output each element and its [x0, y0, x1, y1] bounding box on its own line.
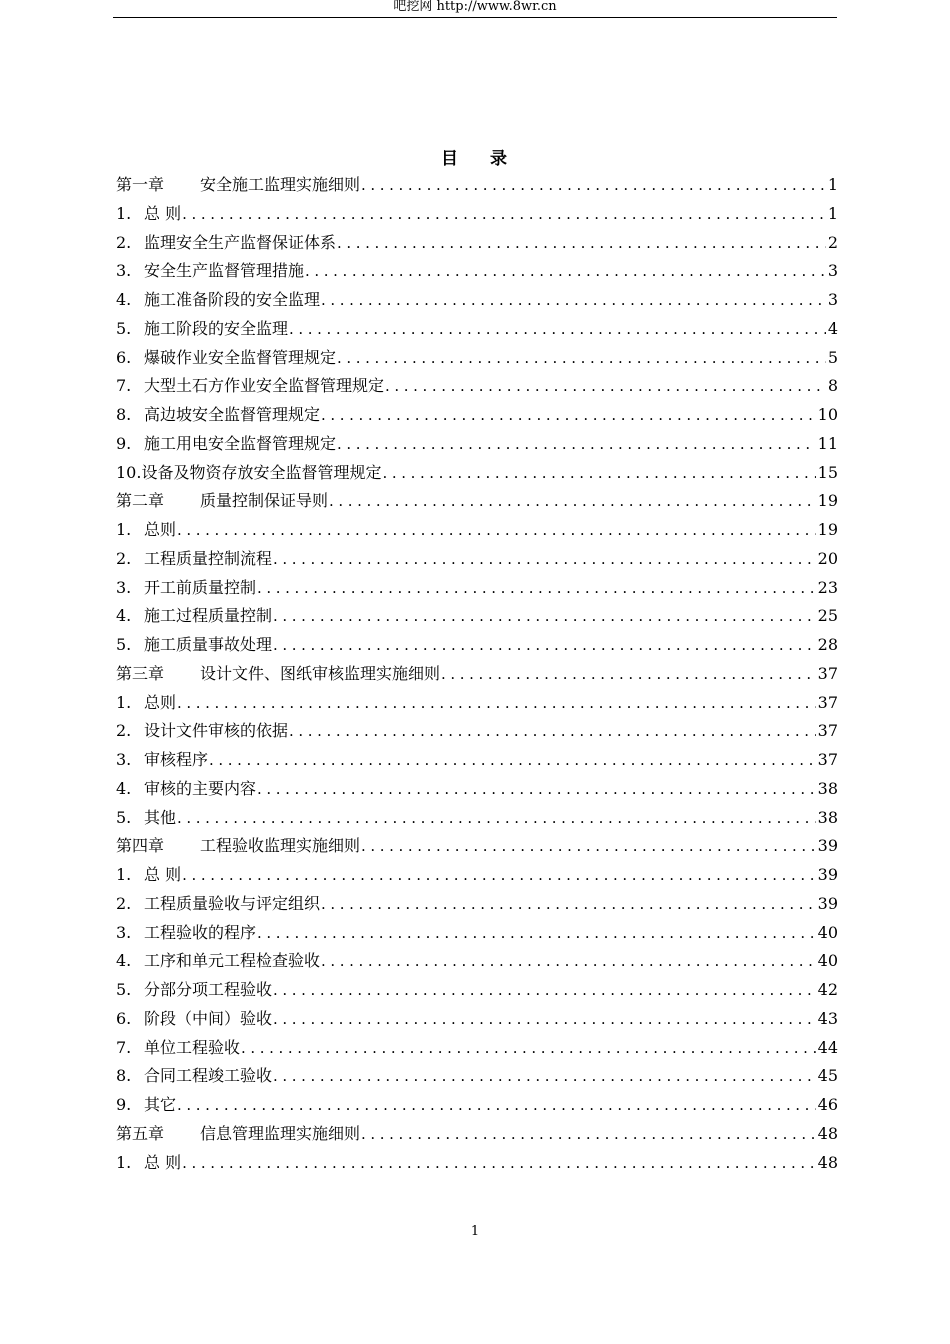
toc-section-entry[interactable] — [116, 1005, 838, 1034]
page-footer — [0, 1224, 950, 1239]
toc-dot-leader — [320, 401, 816, 430]
toc-entry-title: 工程验收监理实施细则 — [200, 836, 361, 856]
toc-entry-number: 2. — [116, 232, 132, 252]
toc-entry-number: 第四章 — [116, 836, 165, 856]
toc-chapter-entry[interactable] — [116, 171, 838, 200]
toc-section-entry[interactable] — [116, 689, 838, 718]
toc-entry-number: 3. — [116, 261, 132, 281]
toc-dot-leader — [320, 286, 826, 315]
toc-dot-leader — [336, 229, 826, 258]
toc-dot-leader — [336, 430, 816, 459]
toc-dot-leader — [181, 1149, 816, 1178]
toc-section-entry[interactable] — [116, 200, 838, 229]
page-header — [113, 0, 837, 18]
toc-entry-page: 44 — [817, 1037, 838, 1057]
toc-dot-leader — [272, 1005, 816, 1034]
toc-section-entry[interactable] — [116, 976, 838, 1005]
toc-dot-leader — [288, 315, 826, 344]
toc-entry-page: 3 — [827, 290, 838, 309]
toc-entry-page: 3 — [827, 261, 838, 281]
toc-entry-page: 39 — [817, 865, 838, 884]
toc-entry-title: 审核程序 — [144, 750, 209, 769]
toc-dot-leader — [208, 746, 816, 775]
toc-entry-number: 8. — [116, 405, 132, 424]
toc-dot-leader — [181, 861, 816, 890]
toc-entry-number: 5. — [116, 635, 132, 654]
toc-section-entry[interactable] — [116, 775, 838, 804]
toc-entry-title: 质量控制保证导则 — [200, 491, 329, 511]
toc-entry-page: 20 — [817, 548, 838, 568]
toc-dot-leader — [272, 631, 816, 660]
toc-dot-leader — [320, 890, 816, 919]
toc-entry-page: 11 — [817, 433, 838, 453]
toc-dot-leader — [256, 775, 816, 804]
toc-entry-title: 设计文件审核的依据 — [144, 721, 289, 741]
toc-section-entry[interactable] — [116, 1149, 838, 1178]
toc-entry-number: 1. — [116, 692, 132, 712]
toc-section-entry[interactable] — [116, 459, 838, 488]
toc-dot-leader — [176, 689, 816, 718]
toc-chapter-entry[interactable] — [116, 660, 838, 689]
toc-dot-leader — [304, 257, 826, 286]
toc-section-entry[interactable] — [116, 286, 838, 315]
toc-dot-leader — [176, 804, 816, 833]
toc-entry-number: 第一章 — [116, 175, 165, 194]
toc-entry-title: 安全施工监理实施细则 — [200, 175, 361, 194]
toc-entry-number: 10. — [116, 462, 142, 482]
toc-entry-page: 48 — [817, 1152, 838, 1172]
toc-section-entry[interactable] — [116, 516, 838, 545]
toc-entry-number: 6. — [116, 347, 132, 367]
toc-entry-title: 合同工程竣工验收 — [144, 1066, 273, 1086]
toc-list — [116, 171, 838, 1177]
toc-entry-number: 7. — [116, 376, 132, 396]
toc-entry-page: 37 — [817, 692, 838, 712]
toc-entry-number: 9. — [116, 433, 132, 453]
toc-section-entry[interactable] — [116, 1034, 838, 1063]
toc-dot-leader — [256, 574, 816, 603]
toc-entry-page: 5 — [827, 347, 838, 367]
toc-dot-leader — [336, 344, 826, 373]
toc-section-entry[interactable] — [116, 890, 838, 919]
toc-entry-page: 19 — [817, 491, 838, 511]
toc-entry-page: 2 — [827, 232, 838, 252]
toc-entry-title: 施工准备阶段的安全监理 — [144, 290, 321, 309]
toc-entry-title: 阶段（中间）验收 — [144, 1008, 273, 1028]
toc-section-entry[interactable] — [116, 717, 838, 746]
toc-entry-number: 2. — [116, 548, 132, 568]
toc-dot-leader — [272, 545, 816, 574]
toc-entry-number: 5. — [116, 807, 132, 827]
toc-entry-page: 4 — [827, 318, 838, 338]
toc-entry-number: 3. — [116, 577, 132, 597]
toc-entry-title: 安全生产监督管理措施 — [144, 261, 305, 281]
toc-section-entry[interactable] — [116, 574, 838, 603]
toc-entry-title: 总 则 — [144, 1152, 182, 1172]
toc-entry-page: 46 — [817, 1095, 838, 1114]
toc-entry-page: 39 — [817, 893, 838, 913]
toc-entry-number: 4. — [116, 951, 132, 971]
toc-entry-title: 总 则 — [144, 865, 182, 884]
toc-entry-title: 爆破作业安全监督管理规定 — [144, 347, 337, 367]
toc-entry-title: 审核的主要内容 — [144, 778, 257, 798]
toc-entry-number: 4. — [116, 778, 132, 798]
toc-section-entry[interactable] — [116, 746, 838, 775]
toc-entry-title: 总 则 — [144, 203, 182, 223]
toc-dot-leader — [360, 832, 816, 861]
toc-entry-title: 大型土石方作业安全监督管理规定 — [144, 376, 385, 396]
toc-entry-number: 6. — [116, 1008, 132, 1028]
toc-section-entry[interactable] — [116, 1062, 838, 1091]
toc-entry-page: 40 — [817, 951, 838, 971]
toc-entry-title: 其它 — [144, 1095, 177, 1114]
toc-section-entry[interactable] — [116, 344, 838, 373]
toc-entry-number: 1. — [116, 203, 132, 223]
toc-dot-leader — [288, 717, 816, 746]
toc-entry-title: 施工阶段的安全监理 — [144, 318, 289, 338]
toc-chapter-entry[interactable] — [116, 832, 838, 861]
toc-entry-number: 4. — [116, 290, 132, 309]
toc-entry-page: 37 — [817, 750, 838, 769]
toc-dot-leader — [381, 459, 815, 488]
toc-entry-number: 1. — [116, 1152, 132, 1172]
toc-entry-title: 分部分项工程验收 — [144, 980, 273, 999]
toc-entry-page: 1 — [827, 203, 838, 223]
toc-entry-page: 39 — [817, 836, 838, 856]
toc-section-entry[interactable] — [116, 229, 838, 258]
toc-section-entry[interactable] — [116, 401, 838, 430]
toc-entry-number: 1. — [116, 865, 132, 884]
toc-entry-page: 38 — [817, 807, 838, 827]
toc-entry-number: 7. — [116, 1037, 132, 1057]
toc-entry-page: 23 — [817, 577, 838, 597]
toc-entry-title: 总则 — [144, 692, 177, 712]
toc-dot-leader — [272, 1062, 816, 1091]
toc-entry-page: 42 — [817, 980, 838, 999]
toc-title-right: 录 — [490, 149, 509, 169]
toc-section-entry[interactable] — [116, 804, 838, 833]
toc-entry-number: 第二章 — [116, 491, 165, 511]
toc-section-entry[interactable] — [116, 257, 838, 286]
toc-entry-number: 3. — [116, 750, 132, 769]
toc-section-entry[interactable] — [116, 861, 838, 890]
toc-entry-number: 第三章 — [116, 663, 165, 683]
toc-entry-title: 监理安全生产监督保证体系 — [144, 232, 337, 252]
toc-entry-page: 19 — [817, 520, 838, 539]
toc-entry-title: 工序和单元工程检查验收 — [144, 951, 321, 971]
toc-entry-page: 37 — [817, 663, 838, 683]
toc-entry-number: 8. — [116, 1066, 132, 1086]
toc-entry-title: 施工质量事故处理 — [144, 635, 273, 654]
toc-entry-page: 10 — [817, 405, 838, 424]
toc-entry-title: 施工用电安全监督管理规定 — [144, 433, 337, 453]
toc-entry-title: 总则 — [144, 520, 177, 539]
toc-chapter-entry[interactable] — [116, 1120, 838, 1149]
toc-title — [0, 144, 950, 169]
toc-entry-title: 信息管理监理实施细则 — [200, 1123, 361, 1143]
toc-entry-number: 第五章 — [116, 1123, 165, 1143]
toc-section-entry[interactable] — [116, 1091, 838, 1120]
toc-dot-leader — [272, 602, 816, 631]
toc-dot-leader — [240, 1034, 816, 1063]
toc-section-entry[interactable] — [116, 430, 838, 459]
toc-entry-number: 9. — [116, 1095, 132, 1114]
toc-entry-number: 3. — [116, 922, 132, 942]
toc-dot-leader — [181, 200, 826, 229]
toc-section-entry[interactable] — [116, 602, 838, 631]
toc-dot-leader — [360, 1120, 816, 1149]
toc-entry-title: 其他 — [144, 807, 177, 827]
header-text: 吧挖网 http://www.8wr.cn — [393, 0, 557, 14]
toc-entry-page: 48 — [817, 1123, 838, 1143]
toc-entry-title: 高边坡安全监督管理规定 — [144, 405, 321, 424]
toc-section-entry[interactable] — [116, 919, 838, 948]
toc-section-entry[interactable] — [116, 631, 838, 660]
page-number: 1 — [470, 1224, 480, 1239]
toc-entry-title: 工程质量控制流程 — [144, 548, 273, 568]
toc-entry-page: 37 — [817, 721, 838, 741]
toc-entry-number: 4. — [116, 606, 132, 626]
toc-chapter-entry[interactable] — [116, 487, 838, 516]
toc-dot-leader — [256, 919, 816, 948]
toc-dot-leader — [328, 487, 816, 516]
toc-entry-number: 5. — [116, 980, 132, 999]
toc-entry-page: 28 — [817, 635, 838, 654]
toc-title-left: 目 — [441, 149, 460, 169]
toc-entry-page: 25 — [817, 606, 838, 626]
toc-entry-page: 8 — [827, 376, 838, 396]
toc-entry-title: 设备及物资存放安全监督管理规定 — [141, 462, 382, 482]
toc-section-entry[interactable] — [116, 372, 838, 401]
toc-section-entry[interactable] — [116, 947, 838, 976]
toc-dot-leader — [176, 1091, 816, 1120]
toc-entry-page: 40 — [817, 922, 838, 942]
toc-entry-title: 开工前质量控制 — [144, 577, 257, 597]
toc-entry-number: 2. — [116, 721, 132, 741]
toc-section-entry[interactable] — [116, 545, 838, 574]
toc-entry-page: 43 — [817, 1008, 838, 1028]
toc-dot-leader — [384, 372, 826, 401]
toc-entry-page: 15 — [817, 462, 838, 482]
toc-entry-page: 38 — [817, 778, 838, 798]
toc-section-entry[interactable] — [116, 315, 838, 344]
toc-entry-title: 单位工程验收 — [144, 1037, 241, 1057]
toc-entry-page: 1 — [827, 175, 838, 194]
toc-entry-title: 施工过程质量控制 — [144, 606, 273, 626]
toc-entry-page: 45 — [817, 1066, 838, 1086]
toc-entry-number: 1. — [116, 520, 132, 539]
toc-dot-leader — [360, 171, 826, 200]
toc-entry-title: 工程验收的程序 — [144, 922, 257, 942]
toc-entry-title: 设计文件、图纸审核监理实施细则 — [200, 663, 441, 683]
toc-entry-title: 工程质量验收与评定组织 — [144, 893, 321, 913]
toc-dot-leader — [440, 660, 816, 689]
toc-dot-leader — [272, 976, 816, 1005]
toc-dot-leader — [176, 516, 816, 545]
toc-dot-leader — [320, 947, 816, 976]
toc-entry-number: 5. — [116, 318, 132, 338]
toc-entry-number: 2. — [116, 893, 132, 913]
